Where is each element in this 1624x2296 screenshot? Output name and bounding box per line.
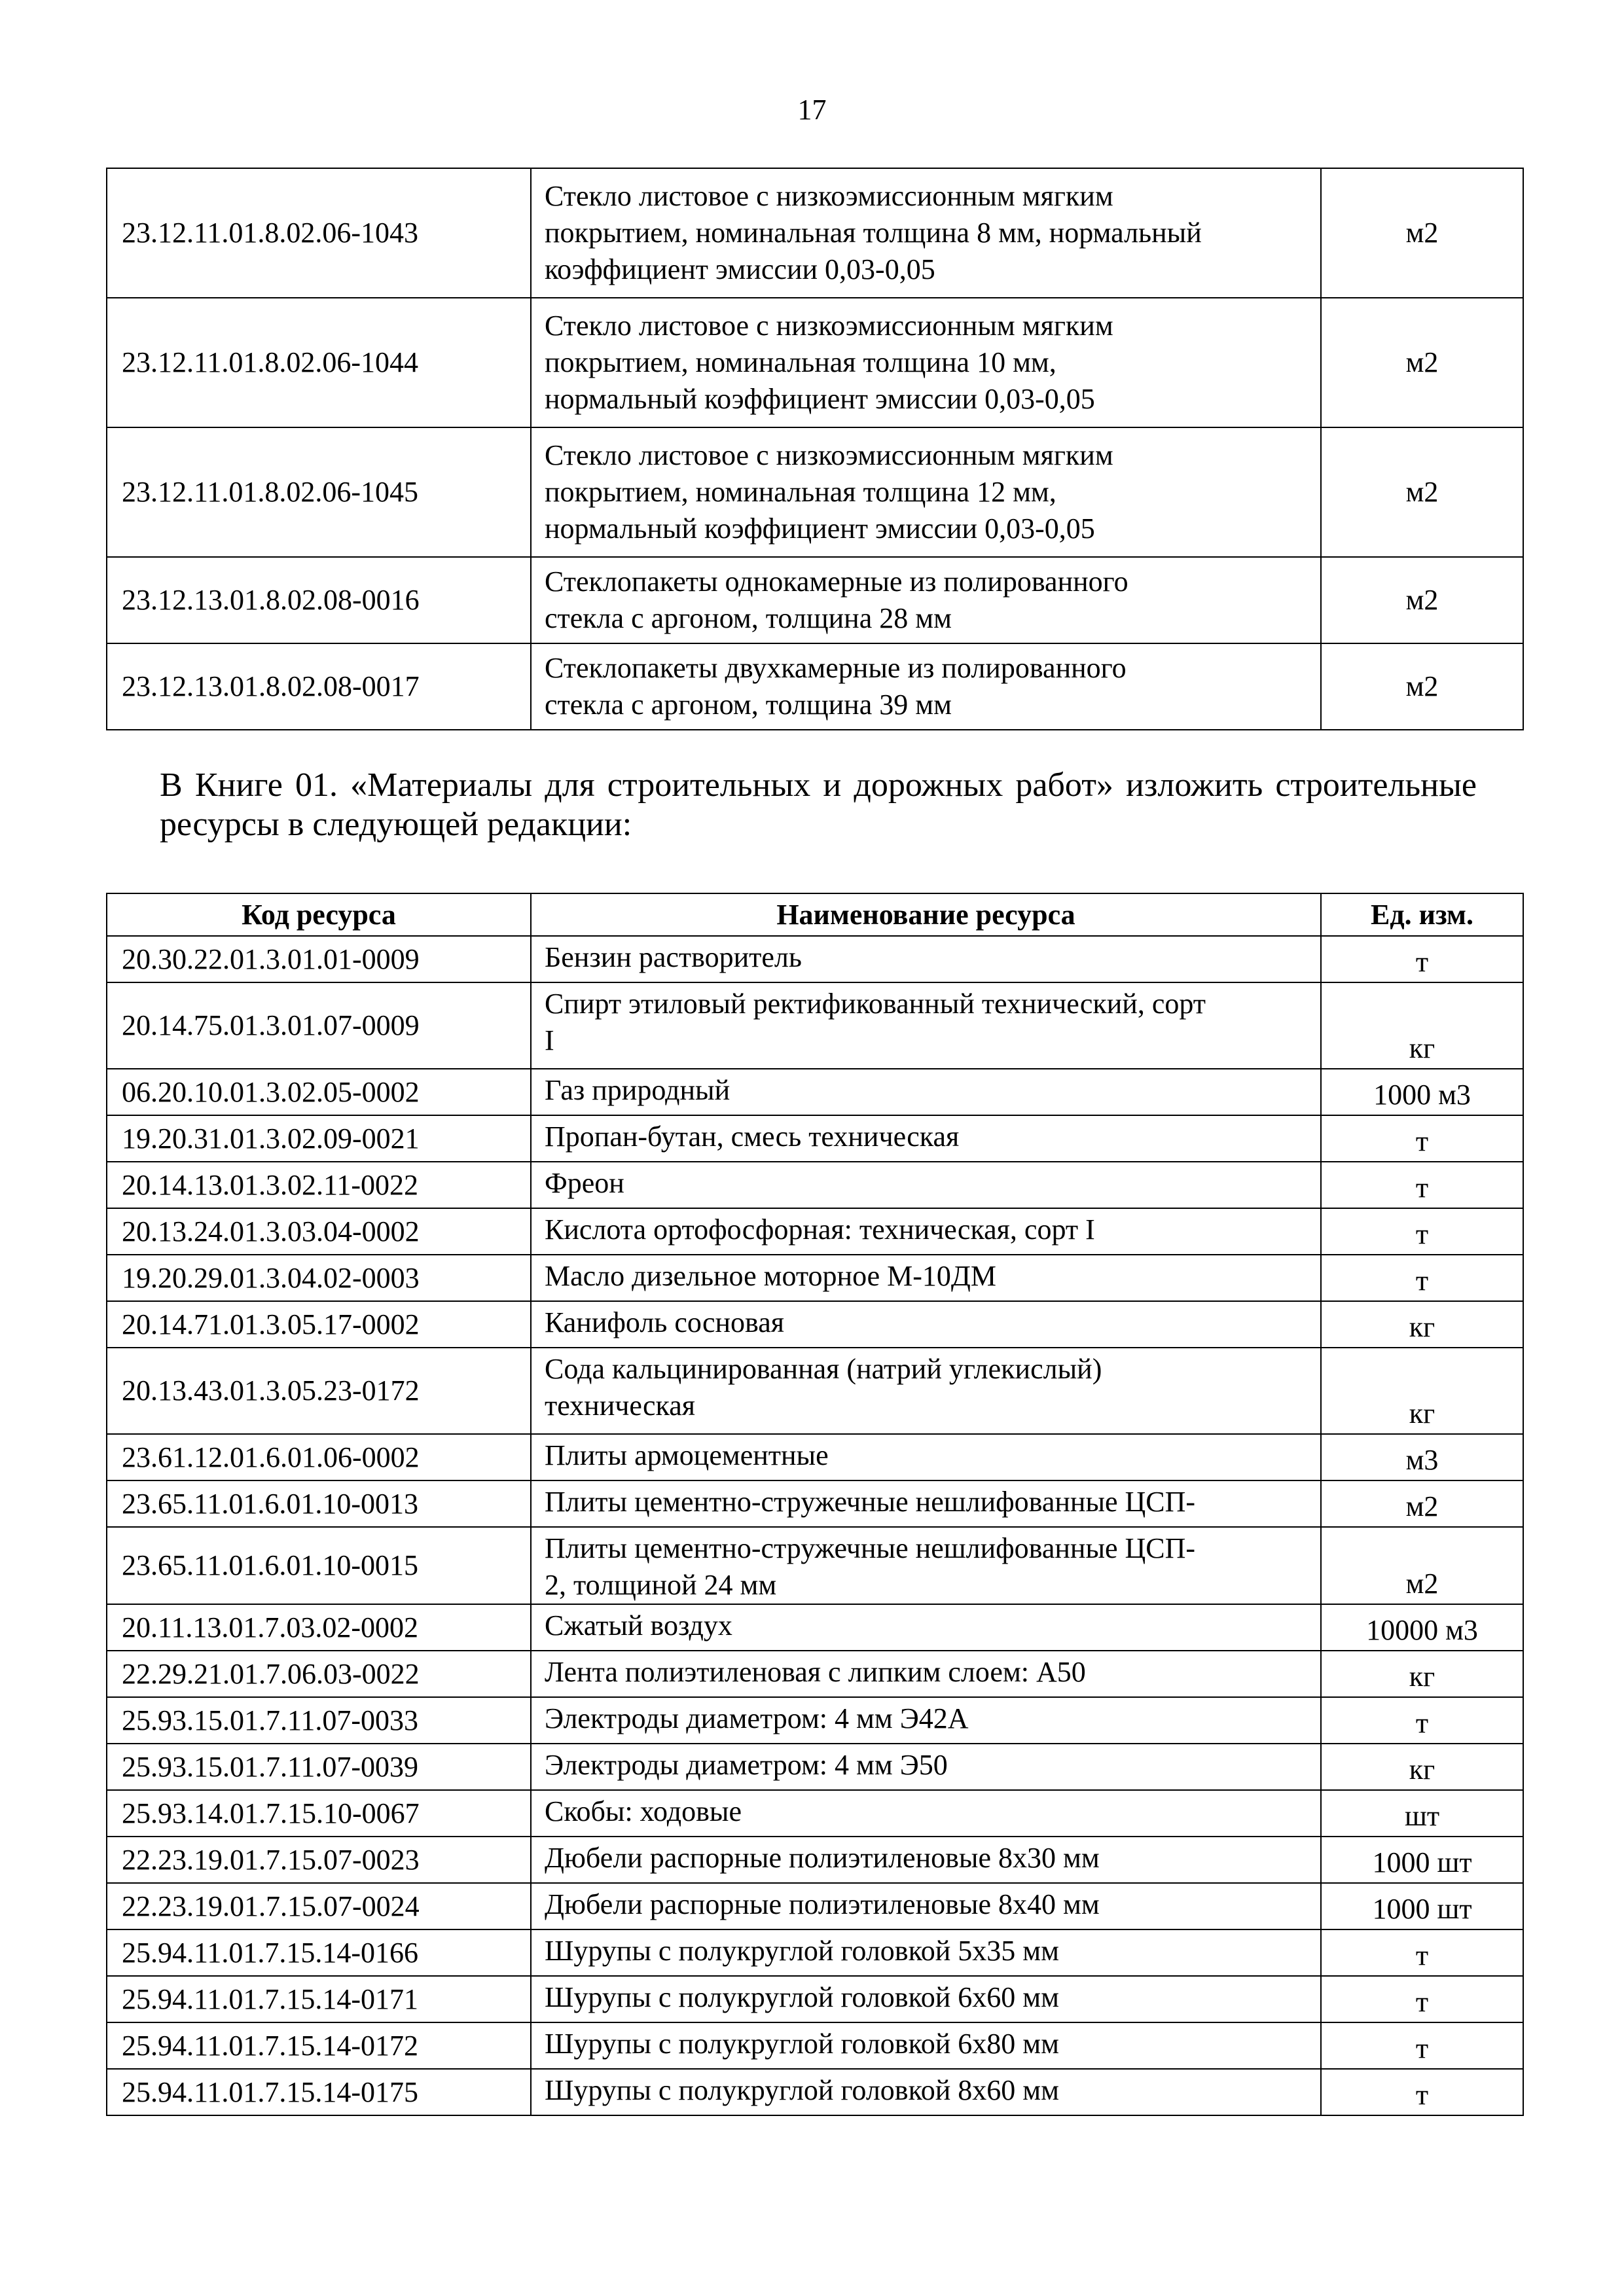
resource-code: 22.23.19.01.7.15.07-0023 (107, 1837, 531, 1883)
resource-name (531, 1976, 1321, 2022)
resource-unit: м2 (1321, 557, 1523, 643)
resource-code: 25.93.15.01.7.11.07-0039 (107, 1744, 531, 1790)
resource-unit: т (1321, 2022, 1523, 2069)
resource-unit: 10000 м3 (1321, 1604, 1523, 1651)
resource-name-line: покрытием, номинальная толщина 12 мм, (545, 476, 1056, 508)
resource-name-line: Стеклопакеты однокамерные из полированного (545, 565, 1128, 598)
table-row (107, 1527, 1523, 1604)
resource-code: 22.29.21.01.7.06.03-0022 (107, 1651, 531, 1697)
resource-name-line: Шурупы с полукруглой головкой 6х80 мм (545, 2028, 1059, 2060)
resource-name-line: Плиты цементно-стружечные нешлифованные ЦСП- (545, 1532, 1196, 1564)
resource-name-line: Плиты армоцементные (545, 1439, 829, 1471)
table-row (107, 1883, 1523, 1929)
resource-name-line: I (545, 1024, 554, 1056)
table-row (107, 1301, 1523, 1348)
resource-name (531, 1837, 1321, 1883)
resource-unit: 1000 м3 (1321, 1069, 1523, 1115)
resource-name-line: Пропан-бутан, смесь техническая (545, 1121, 960, 1153)
table-row (107, 1790, 1523, 1837)
resource-unit: кг (1321, 1348, 1523, 1434)
resource-name-line: Бензин растворитель (545, 941, 802, 973)
resource-name (531, 1744, 1321, 1790)
resource-name-line: Фреон (545, 1167, 624, 1199)
resource-code: 20.11.13.01.7.03.02-0002 (107, 1604, 531, 1651)
resource-name-line: стекла с аргоном, толщина 39 мм (545, 689, 952, 721)
header-code: Код ресурса (107, 893, 531, 936)
resource-unit: кг (1321, 982, 1523, 1069)
resource-code: 23.65.11.01.6.01.10-0015 (107, 1527, 531, 1604)
resource-code: 25.94.11.01.7.15.14-0172 (107, 2022, 531, 2069)
resource-unit: т (1321, 1976, 1523, 2022)
resource-name-line: Дюбели распорные полиэтиленовые 8х30 мм (545, 1842, 1100, 1874)
resource-name (531, 643, 1321, 730)
table-row (107, 1604, 1523, 1651)
resource-unit: кг (1321, 1744, 1523, 1790)
resource-name (531, 1348, 1321, 1434)
resource-unit: м2 (1321, 1480, 1523, 1527)
table-row (107, 557, 1523, 643)
header-unit: Ед. изм. (1321, 893, 1523, 936)
resource-name-line: Сжатый воздух (545, 1609, 732, 1641)
resource-name (531, 1255, 1321, 1301)
resource-name-line: Шурупы с полукруглой головкой 8х60 мм (545, 2074, 1059, 2106)
table-row (107, 1480, 1523, 1527)
table-row (107, 1837, 1523, 1883)
resource-name-line: Стекло листовое с низкоэмиссионным мягким (545, 180, 1113, 212)
resource-unit: т (1321, 1255, 1523, 1301)
resource-name-line: коэффициент эмиссии 0,03-0,05 (545, 253, 935, 285)
resource-unit: т (1321, 1115, 1523, 1162)
resource-name-line: Стекло листовое с низкоэмиссионным мягким (545, 439, 1113, 471)
resource-name-line: Канифоль сосновая (545, 1306, 785, 1338)
resource-unit: кг (1321, 1651, 1523, 1697)
resource-name (531, 298, 1321, 427)
table-row (107, 1744, 1523, 1790)
resource-name (531, 2022, 1321, 2069)
resource-code: 20.13.43.01.3.05.23-0172 (107, 1348, 531, 1434)
resource-name-line: Плиты цементно-стружечные нешлифованные ЦСП- (545, 1486, 1196, 1518)
resource-code: 23.12.11.01.8.02.06-1043 (107, 168, 531, 298)
resource-code: 19.20.31.01.3.02.09-0021 (107, 1115, 531, 1162)
resource-unit: м2 (1321, 298, 1523, 427)
resource-code: 25.94.11.01.7.15.14-0175 (107, 2069, 531, 2115)
resource-code: 23.65.11.01.6.01.10-0013 (107, 1480, 531, 1527)
header-name: Наименование ресурса (531, 893, 1321, 936)
resource-name-line: Лента полиэтиленовая с липким слоем: А50 (545, 1656, 1086, 1688)
table-row (107, 298, 1523, 427)
resource-name-line: Шурупы с полукруглой головкой 6х60 мм (545, 1981, 1059, 2013)
resource-name-line: Газ природный (545, 1074, 731, 1106)
table-row (107, 1255, 1523, 1301)
resource-name-line: Кислота ортофосфорная: техническая, сорт I (545, 1213, 1095, 1246)
top-resource-table (106, 168, 1524, 730)
resource-unit: т (1321, 936, 1523, 982)
resource-name-line: нормальный коэффициент эмиссии 0,03-0,05 (545, 512, 1095, 545)
resource-name (531, 557, 1321, 643)
resource-unit: м2 (1321, 643, 1523, 730)
table-row (107, 1348, 1523, 1434)
resource-name (531, 982, 1321, 1069)
resource-code: 20.14.75.01.3.01.07-0009 (107, 982, 531, 1069)
resource-code: 22.23.19.01.7.15.07-0024 (107, 1883, 531, 1929)
table-row (107, 2069, 1523, 2115)
resource-unit: м2 (1321, 427, 1523, 557)
resource-name (531, 1929, 1321, 1976)
table-row (107, 168, 1523, 298)
resource-code: 25.94.11.01.7.15.14-0166 (107, 1929, 531, 1976)
resource-code: 20.14.13.01.3.02.11-0022 (107, 1162, 531, 1208)
resource-name-line: покрытием, номинальная толщина 10 мм, (545, 346, 1056, 378)
resource-name-line: Скобы: ходовые (545, 1795, 742, 1827)
resource-name (531, 1162, 1321, 1208)
resource-name-line: Сода кальцинированная (натрий углекислый) (545, 1353, 1102, 1385)
resource-name-line: Спирт этиловый ректификованный технический, сорт (545, 988, 1206, 1020)
table-row (107, 427, 1523, 557)
resource-name-line: Электроды диаметром: 4 мм Э42А (545, 1702, 969, 1734)
table-row (107, 982, 1523, 1069)
table-row (107, 1115, 1523, 1162)
resource-name (531, 1527, 1321, 1604)
resource-code: 25.94.11.01.7.15.14-0171 (107, 1976, 531, 2022)
resource-name (531, 1697, 1321, 1744)
resource-name-line: 2, толщиной 24 мм (545, 1569, 777, 1601)
main-resource-table (106, 893, 1524, 2116)
resource-name (531, 1883, 1321, 1929)
resource-code: 25.93.14.01.7.15.10-0067 (107, 1790, 531, 1837)
resource-unit: т (1321, 1208, 1523, 1255)
resource-name-line: покрытием, номинальная толщина 8 мм, нормальный (545, 217, 1202, 249)
resource-unit: м2 (1321, 168, 1523, 298)
resource-code: 23.12.11.01.8.02.06-1045 (107, 427, 531, 557)
resource-name (531, 1604, 1321, 1651)
resource-unit: кг (1321, 1301, 1523, 1348)
resource-code: 20.13.24.01.3.03.04-0002 (107, 1208, 531, 1255)
resource-code: 20.30.22.01.3.01.01-0009 (107, 936, 531, 982)
table-row (107, 1976, 1523, 2022)
resource-name (531, 1069, 1321, 1115)
table-row (107, 1434, 1523, 1480)
resource-unit: м2 (1321, 1527, 1523, 1604)
resource-name (531, 168, 1321, 298)
table-row (107, 1697, 1523, 1744)
resource-name-line: Шурупы с полукруглой головкой 5х35 мм (545, 1935, 1059, 1967)
resource-name (531, 1480, 1321, 1527)
resource-code: 23.12.13.01.8.02.08-0016 (107, 557, 531, 643)
resource-name-line: Дюбели распорные полиэтиленовые 8х40 мм (545, 1888, 1100, 1920)
resource-code: 19.20.29.01.3.04.02-0003 (107, 1255, 531, 1301)
resource-unit: м3 (1321, 1434, 1523, 1480)
resource-name (531, 1790, 1321, 1837)
resource-name-line: нормальный коэффициент эмиссии 0,03-0,05 (545, 383, 1095, 415)
resource-name (531, 936, 1321, 982)
resource-unit: 1000 шт (1321, 1883, 1523, 1929)
table-row (107, 643, 1523, 730)
resource-name-line: Стекло листовое с низкоэмиссионным мягким (545, 310, 1113, 342)
resource-code: 23.12.11.01.8.02.06-1044 (107, 298, 531, 427)
resource-name-line: Электроды диаметром: 4 мм Э50 (545, 1749, 948, 1781)
resource-name (531, 1115, 1321, 1162)
resource-unit: 1000 шт (1321, 1837, 1523, 1883)
table-header-row (107, 893, 1523, 936)
resource-code: 23.12.13.01.8.02.08-0017 (107, 643, 531, 730)
resource-unit: т (1321, 1162, 1523, 1208)
resource-name (531, 2069, 1321, 2115)
intro-paragraph: В Книге 01. «Материалы для строительных и дорожных работ» изложить строительные ресурсы в следующей редакции: (160, 766, 1477, 843)
resource-name (531, 1208, 1321, 1255)
resource-name (531, 1434, 1321, 1480)
resource-code: 06.20.10.01.3.02.05-0002 (107, 1069, 531, 1115)
resource-code: 20.14.71.01.3.05.17-0002 (107, 1301, 531, 1348)
resource-code: 23.61.12.01.6.01.06-0002 (107, 1434, 531, 1480)
table-row (107, 1162, 1523, 1208)
resource-unit: т (1321, 2069, 1523, 2115)
resource-name-line: Стеклопакеты двухкамерные из полированного (545, 652, 1127, 684)
page-number: 17 (797, 94, 827, 126)
resource-name (531, 427, 1321, 557)
resource-unit: т (1321, 1929, 1523, 1976)
resource-name (531, 1651, 1321, 1697)
table-row (107, 2022, 1523, 2069)
table-row (107, 1208, 1523, 1255)
table-row (107, 1929, 1523, 1976)
resource-name (531, 1301, 1321, 1348)
resource-name-line: стекла с аргоном, толщина 28 мм (545, 602, 952, 634)
resource-name-line: Масло дизельное моторное М-10ДМ (545, 1260, 997, 1292)
table-row (107, 1069, 1523, 1115)
resource-unit: т (1321, 1697, 1523, 1744)
resource-name-line: техническая (545, 1390, 696, 1422)
resource-code: 25.93.15.01.7.11.07-0033 (107, 1697, 531, 1744)
resource-unit: шт (1321, 1790, 1523, 1837)
table-row (107, 1651, 1523, 1697)
table-row (107, 936, 1523, 982)
